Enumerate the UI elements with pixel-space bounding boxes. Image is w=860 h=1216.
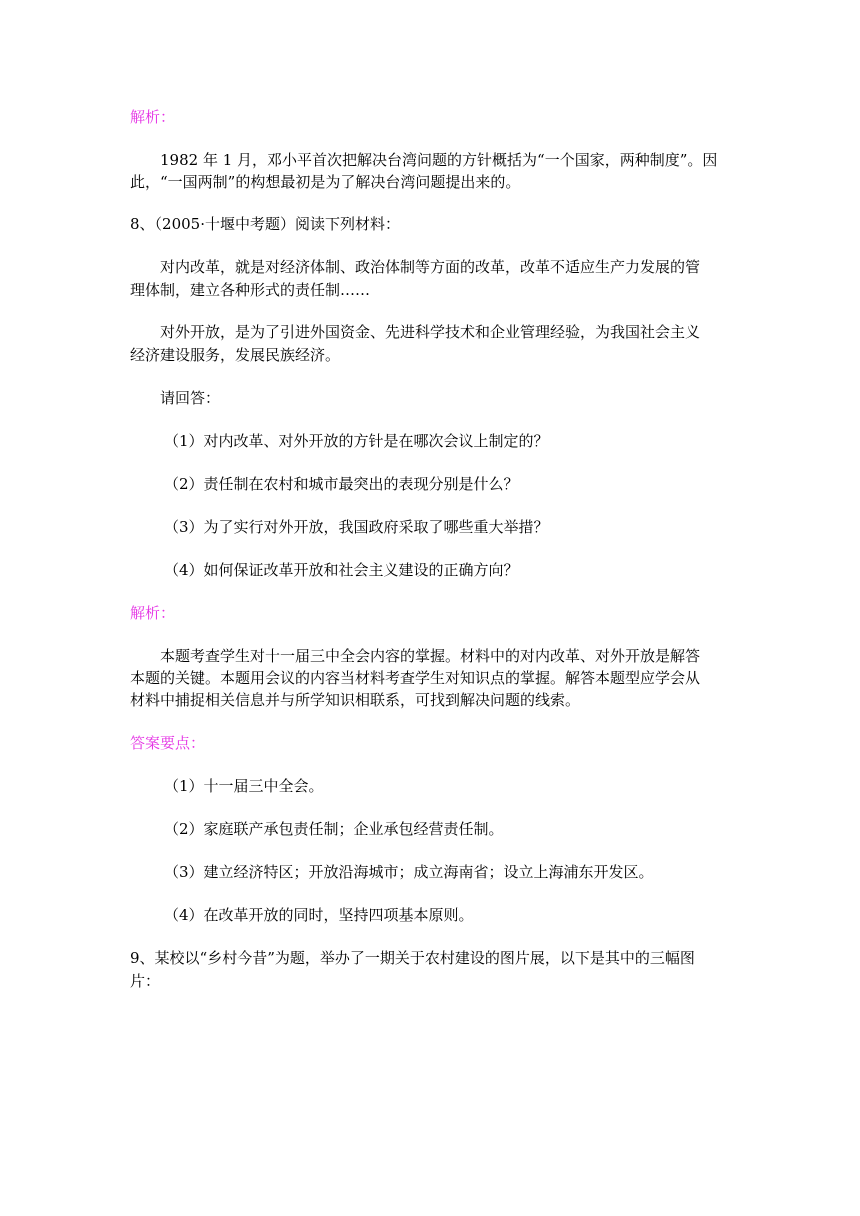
analysis-text-line: 本题的关键。本题用会议的内容当材料考查学生对知识点的掌握。解答本题型应学会从 [130,669,701,687]
analysis-text-line: 此，“一国两制”的构想最初是为了解决台湾问题提出来的。 [130,173,521,191]
question-8-title: 8、（2005·十堰中考题）阅读下列材料： [130,215,400,233]
material-2-line: 对外开放，是为了引进外国资金、先进科学技术和企业管理经验，为我国社会主义 [160,323,701,341]
answer-points-label: 答案要点： [130,734,206,752]
answer-point-3: （3）建立经济特区；开放沿海城市；成立海南省；设立上海浦东开发区。 [164,863,654,881]
material-2-line: 经济建设服务，发展民族经济。 [130,346,341,364]
answer-point-4: （4）在改革开放的同时，坚持四项基本原则。 [164,906,474,924]
analysis-text-line: 本题考查学生对十一届三中全会内容的掌握。材料中的对内改革、对外开放是解答 [160,647,701,665]
question-9-text-line: 9、某校以“乡村今昔”为题，举办了一期关于农村建设的图片展，以下是其中的三幅图 [130,949,695,967]
sub-question-3: （3）为了实行对外开放，我国政府采取了哪些重大举措？ [164,518,549,536]
sub-question-1: （1）对内改革、对外开放的方针是在哪次会议上制定的？ [164,432,549,450]
sub-question-2: （2）责任制在农村和城市最突出的表现分别是什么？ [164,475,519,493]
material-1-line: 对内改革，就是对经济体制、政治体制等方面的改革，改革不适应生产力发展的管 [160,258,701,276]
question-9-text-line: 片： [130,972,161,990]
analysis-text-line: 材料中捕捉相关信息并与所学知识相联系，可找到解决问题的线索。 [130,691,581,709]
answer-point-2: （2）家庭联产承包责任制；企业承包经营责任制。 [164,820,504,838]
analysis-text-line: 1982 年 1 月，邓小平首次把解决台湾问题的方针概括为“一个国家，两种制度”。因 [160,151,718,169]
please-answer: 请回答： [160,389,221,407]
material-1-line: 理体制，建立各种形式的责任制…… [130,281,371,299]
analysis-label: 解析： [130,108,176,126]
sub-question-4: （4）如何保证改革开放和社会主义建设的正确方向？ [164,561,519,579]
answer-point-1: （1）十一届三中全会。 [164,777,324,795]
analysis-label: 解析： [130,604,176,622]
